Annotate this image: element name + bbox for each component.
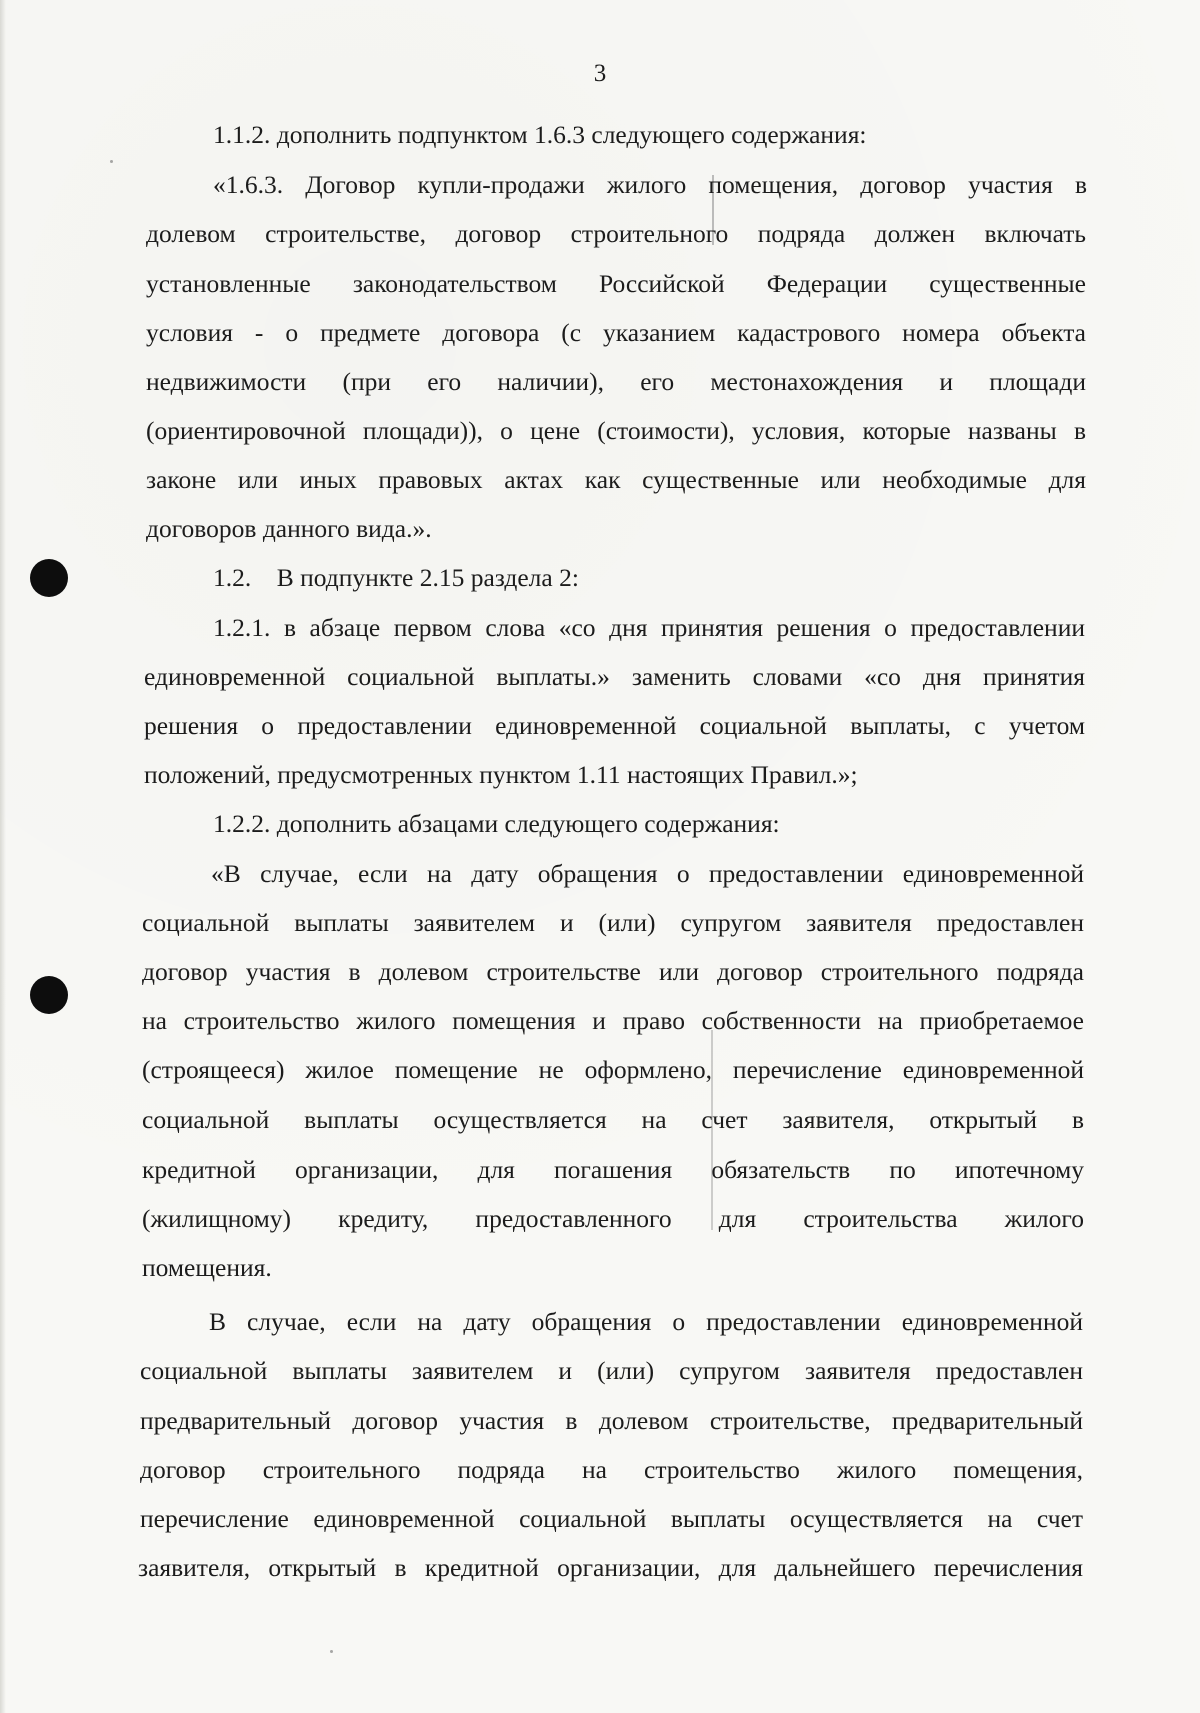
text-line: помещения. (142, 1253, 272, 1282)
text-line: договор строительного подряда на строительство жилого помещения, (140, 1455, 1083, 1484)
text-line: «В случае, если на дату обращения о предоставлении единовременной (211, 859, 1084, 888)
binder-hole-top (30, 559, 68, 597)
text-line: заявителя, открытый в кредитной организации, для дальнейшего перечисления (138, 1553, 1083, 1582)
binder-hole-bottom (30, 976, 68, 1014)
text-line: решения о предоставлении единовременной социальной выплаты, с учетом (144, 711, 1085, 740)
text-line: социальной выплаты заявителем и (или) супругом заявителя предоставлен (140, 1356, 1083, 1385)
page-number: 3 (593, 60, 607, 87)
text-line: предварительный договор участия в долевом строительстве, предварительный (140, 1406, 1083, 1435)
page-edge-shadow (0, 0, 6, 1713)
text-line: недвижимости (при его наличии), его местонахождения и площади (146, 367, 1086, 396)
text-line: условия - о предмете договора (с указанием кадастрового номера объекта (146, 318, 1086, 347)
text-line: установленные законодательством Российской Федерации существенные (146, 269, 1086, 298)
text-line: (ориентировочной площади)), о цене (стоимости), условия, которые названы в (146, 416, 1086, 445)
text-line: законе или иных правовых актах как существенные или необходимые для (146, 465, 1086, 494)
text-line: 1.2. В подпункте 2.15 раздела 2: (213, 563, 579, 592)
text-line: договор участия в долевом строительстве или договор строительного подряда (142, 957, 1084, 986)
text-line: перечисление единовременной социальной выплаты осуществляется на счет (140, 1504, 1083, 1533)
scan-speck (110, 160, 113, 163)
scan-speck (330, 1650, 333, 1653)
text-line: кредитной организации, для погашения обязательств по ипотечному (142, 1155, 1084, 1184)
text-line: на строительство жилого помещения и право собственности на приобретаемое (142, 1006, 1084, 1035)
text-line: социальной выплаты осуществляется на счет заявителя, открытый в (142, 1105, 1084, 1134)
text-line: (жилищному) кредиту, предоставленного для строительства жилого (142, 1204, 1084, 1233)
text-line: социальной выплаты заявителем и (или) супругом заявителя предоставлен (142, 908, 1084, 937)
text-line: 1.2.1. в абзаце первом слова «со дня принятия решения о предоставлении (213, 613, 1085, 642)
text-line: (строящееся) жилое помещение не оформлено, перечисление единовременной (142, 1055, 1084, 1084)
text-line: долевом строительстве, договор строительного подряда должен включать (146, 219, 1086, 248)
text-line: 1.1.2. дополнить подпунктом 1.6.3 следующего содержания: (213, 120, 867, 149)
text-line: положений, предусмотренных пунктом 1.11 настоящих Правил.»; (144, 760, 858, 789)
text-line: договоров данного вида.». (146, 514, 432, 543)
text-line: В случае, если на дату обращения о предоставлении единовременной (209, 1307, 1083, 1336)
text-line: единовременной социальной выплаты.» заменить словами «со дня принятия (144, 662, 1085, 691)
text-line: «1.6.3. Договор купли-продажи жилого помещения, договор участия в (213, 170, 1087, 199)
text-line: 1.2.2. дополнить абзацами следующего содержания: (213, 809, 780, 838)
